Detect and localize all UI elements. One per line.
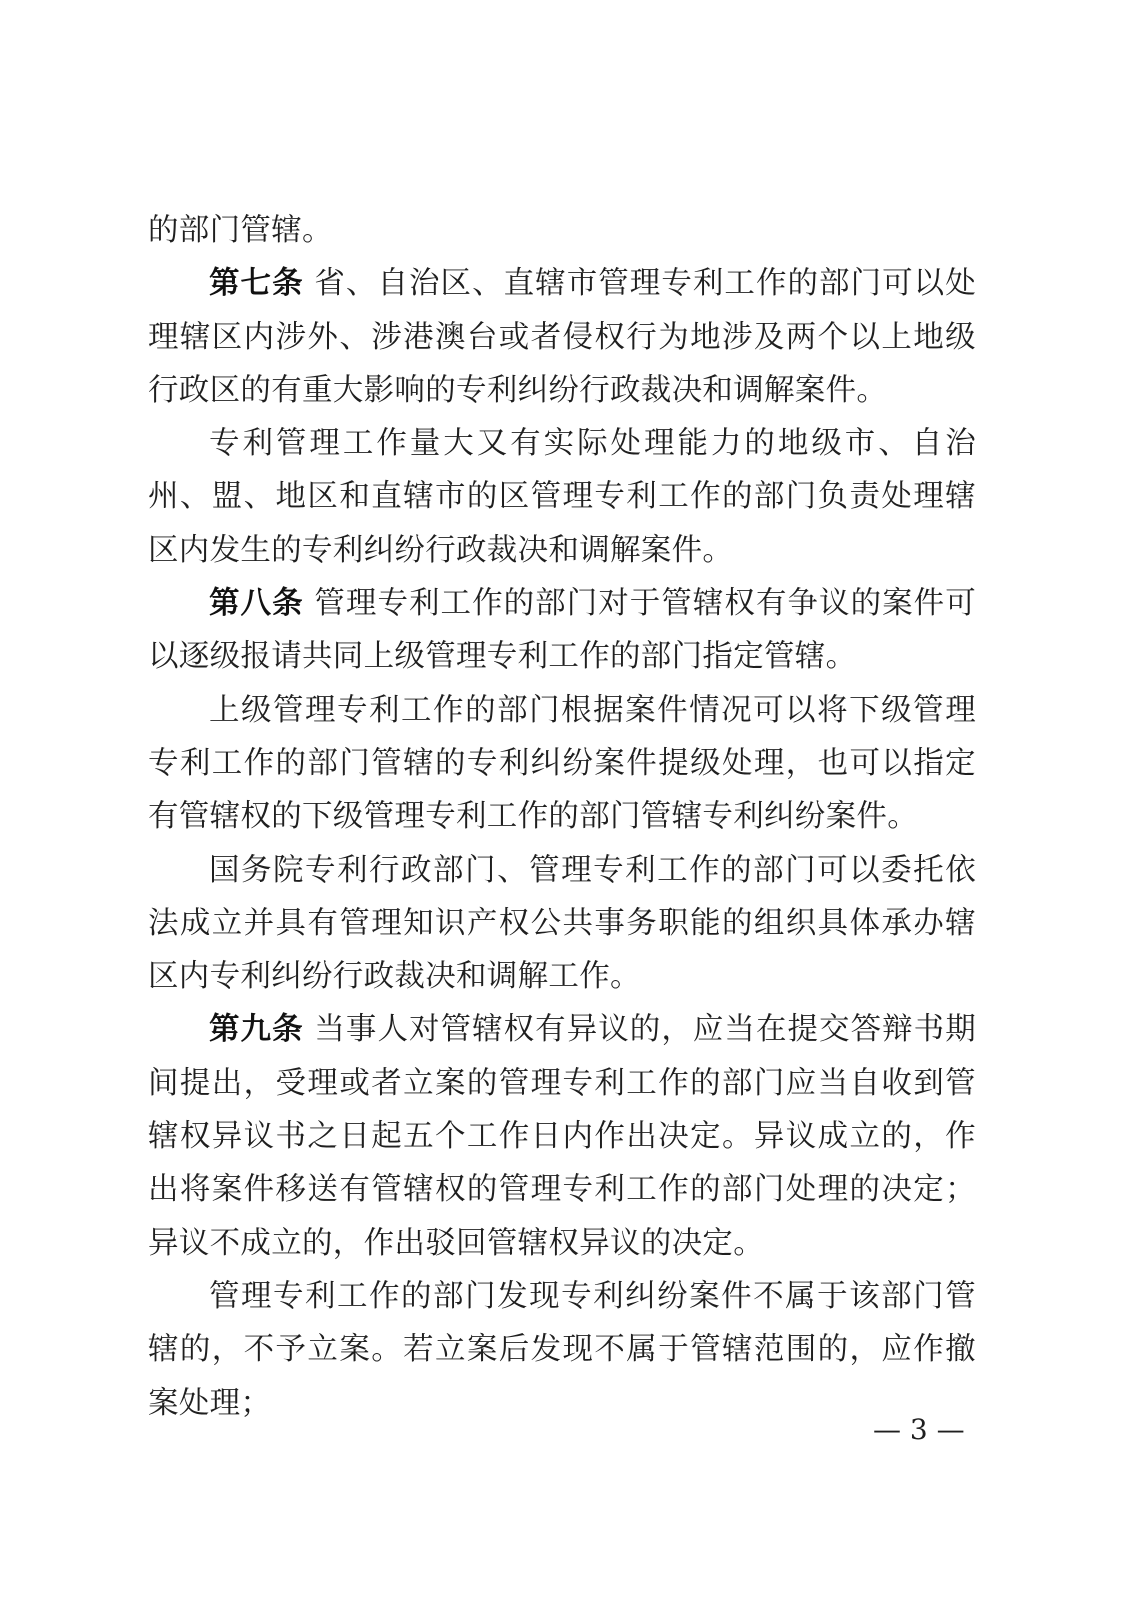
article-heading: 第八条 [209, 586, 304, 622]
article-heading: 第七条 [209, 266, 304, 302]
paragraph-text: 的部门管辖。 [148, 213, 333, 248]
article-heading: 第九条 [209, 1012, 304, 1048]
document-body [148, 204, 976, 1430]
paragraph-text: 省、自治区、直辖市管理专利工作的部门可以处理辖区内涉外、涉港澳台或者侵权行为地涉及两个以上地级行政区的有重大影响的专利纠纷行政裁决和调解案件。 [148, 266, 976, 408]
paragraph-text: 当事人对管辖权有异议的，应当在提交答辩书期间提出，受理或者立案的管理专利工作的部门应当自收到管辖权异议书之日起五个工作日内作出决定。异议成立的，作出将案件移送有管辖权的管理专利工作的部门处理的决定；异议不成立的，作出驳回管辖权异议的决定。 [148, 1012, 976, 1261]
paragraph [148, 1270, 976, 1430]
paragraph-text: 专利管理工作量大又有实际处理能力的地级市、自治州、盟、地区和直辖市的区管理专利工作的部门负责处理辖区内发生的专利纠纷行政裁决和调解案件。 [148, 426, 976, 568]
paragraph-text: 国务院专利行政部门、管理专利工作的部门可以委托依法成立并具有管理知识产权公共事务职能的组织具体承办辖区内专利纠纷行政裁决和调解工作。 [148, 852, 976, 995]
paragraph [148, 417, 976, 577]
paragraph-article-7 [148, 257, 976, 417]
paragraph-article-9 [148, 1003, 976, 1269]
paragraph-text: 管理专利工作的部门发现专利纠纷案件不属于该部门管辖的，不予立案。若立案后发现不属于管辖范围的，应作撤案处理； [148, 1278, 976, 1421]
paragraph [148, 684, 976, 844]
paragraph-text: 上级管理专利工作的部门根据案件情况可以将下级管理专利工作的部门管辖的专利纠纷案件提级处理，也可以指定有管辖权的下级管理专利工作的部门管辖专利纠纷案件。 [148, 692, 976, 835]
paragraph-continuation [148, 204, 976, 257]
page-number: — 3 — [873, 1413, 965, 1446]
paragraph-article-8 [148, 577, 976, 684]
paragraph-text: 管理专利工作的部门对于管辖权有争议的案件可以逐级报请共同上级管理专利工作的部门指定管辖。 [148, 586, 976, 675]
paragraph [148, 844, 976, 1004]
